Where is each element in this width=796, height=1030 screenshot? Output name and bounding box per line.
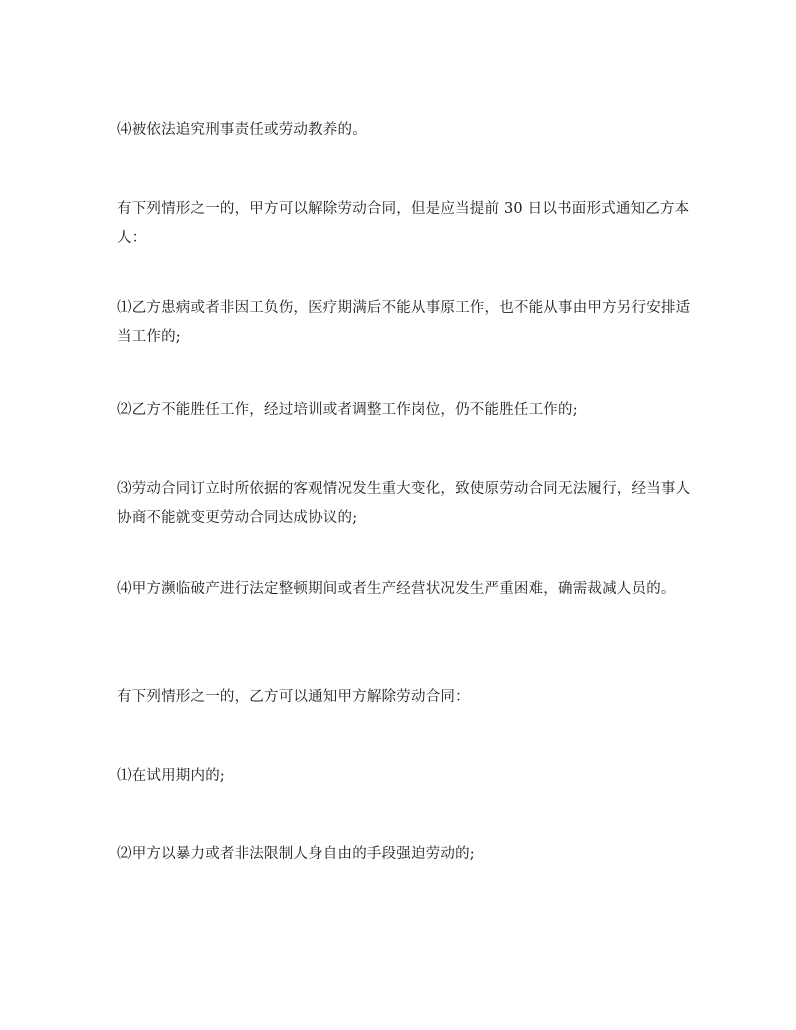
paragraph-employee-termination: 有下列情形之一的，乙方可以通知甲方解除劳动合同： xyxy=(117,689,470,705)
paragraph-clause-1-probation: ⑴在试用期内的; xyxy=(117,768,225,784)
paragraph-clause-3-changed-circumstances: ⑶劳动合同订立时所依据的客观情况发生重大变化，致使原劳动合同无法履行，经当事人协商不能就变更劳动合同达成协议的; xyxy=(117,481,691,526)
paragraph-clause-1-illness: ⑴乙方患病或者非因工负伤，医疗期满后不能从事原工作，也不能从事由甲方另行安排适当工作的; xyxy=(117,300,691,345)
paragraph-clause-2-forced-labor: ⑵甲方以暴力或者非法限制人身自由的手段强迫劳动的; xyxy=(117,846,475,862)
paragraph-clause-4-criminal-liability: ⑷被依法追究刑事责任或劳动教养的。 xyxy=(117,122,367,138)
paragraph-clause-4-layoffs: ⑷甲方濒临破产进行法定整顿期间或者生产经营状况发生严重困难，确需裁减人员的。 xyxy=(117,581,676,597)
paragraph-employer-notice-termination: 有下列情形之一的，甲方可以解除劳动合同，但是应当提前 30 日以书面形式通知乙方本人： xyxy=(117,201,690,246)
paragraph-clause-2-incompetence: ⑵乙方不能胜任工作，经过培训或者调整工作岗位，仍不能胜任工作的; xyxy=(117,402,578,418)
